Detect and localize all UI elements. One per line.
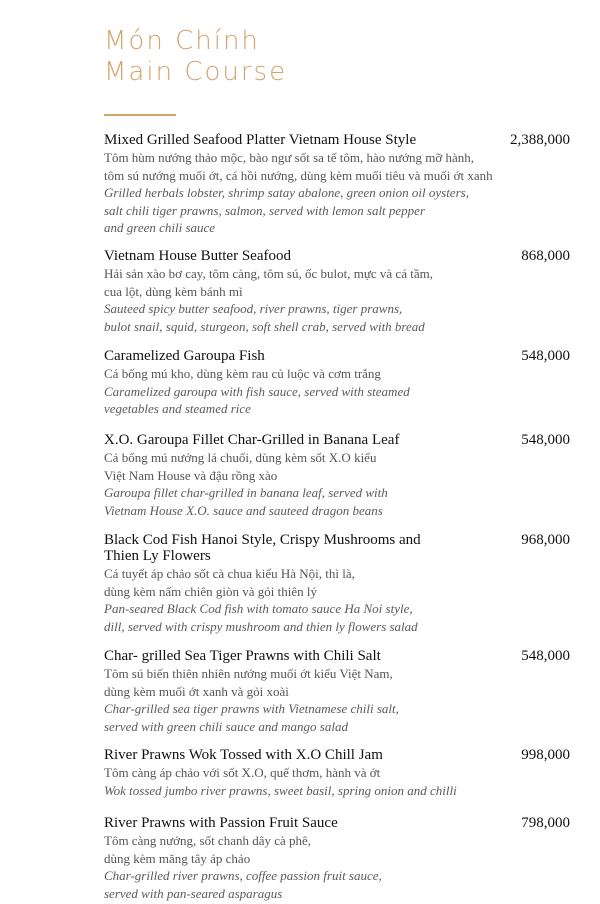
dish-price: 998,000 (521, 747, 570, 763)
dish-description-vi: Tôm sú biển thiên nhiên nướng muối ớt kiểu Việt Nam, (104, 666, 393, 681)
dish-price: 2,388,000 (510, 132, 570, 148)
dish-price: 548,000 (521, 648, 570, 664)
dish-description-en: Wok tossed jumbo river prawns, sweet basil, spring onion and chilli (104, 782, 457, 798)
dish-price: 968,000 (521, 532, 570, 548)
dish-description-vi: cua lột, dùng kèm bánh mì (104, 283, 243, 299)
dish-price: 548,000 (521, 432, 570, 448)
heading-vietnamese: Món Chính (104, 26, 260, 56)
dish-description-en: dill, served with crispy mushroom and thien ly flowers salad (104, 618, 418, 634)
dish-description-vi: Tôm hùm nướng thảo mộc, bào ngư sốt sa tế tôm, hào nướng mỡ hành, (104, 150, 474, 165)
dish-price: 798,000 (521, 815, 570, 831)
dish-description-en: Char-grilled river prawns, coffee passion fruit sauce, (104, 868, 382, 884)
dish-description-en: Pan-seared Black Cod fish with tomato sauce Ha Noi style, (104, 601, 413, 617)
dish-name: River Prawns Wok Tossed with X.O Chill Jam (104, 747, 383, 763)
dish-description-vi: Cá bống mú nướng lá chuối, dùng kèm sốt X.O kiểu (104, 450, 377, 465)
dish-name: Vietnam House Butter Seafood (104, 248, 291, 264)
dish-description-en: served with green chili sauce and mango salad (104, 718, 348, 734)
dish-item (104, 132, 574, 237)
dish-description-en: Garoupa fillet char-grilled in banana leaf, served with (104, 485, 388, 501)
dish-description-en: Char-grilled sea tiger prawns with Vietnamese chili salt, (104, 701, 399, 717)
dish-description-en: salt chili tiger prawns, salmon, served with lemon salt pepper (104, 202, 426, 218)
dish-description-en: bulot snail, squid, sturgeon, soft shell crab, served with bread (104, 318, 425, 334)
dish-description-vi: dùng kèm nấm chiên giòn và gỏi thiên lý (104, 583, 318, 599)
heading-english: Main Course (104, 57, 288, 87)
dish-name: Black Cod Fish Hanoi Style, Crispy Mushrooms and Thien Ly Flowers (104, 532, 421, 564)
dish-item (104, 432, 574, 519)
dish-item (104, 648, 574, 735)
heading-divider (104, 114, 176, 116)
dish-description-en: served with pan-seared asparagus (104, 885, 283, 901)
dish-description-vi: tôm sú nướng muối ớt, cá hồi nướng, dùng kèm muối tiêu và muối ớt xanh (104, 167, 493, 183)
dish-description-vi: Việt Nam House và đậu rồng xào (104, 467, 278, 483)
dish-item (104, 747, 574, 799)
dish-name: Caramelized Garoupa Fish (104, 348, 265, 364)
dish-description-vi: Cá bống mú kho, dùng kèm rau củ luộc và cơm trắng (104, 366, 381, 381)
dish-description-vi: dùng kèm măng tây áp chảo (104, 850, 251, 866)
dish-item (104, 815, 574, 902)
dish-description-vi: Hải sản xào bơ cay, tôm càng, tôm sú, ốc bulot, mực và cá tầm, (104, 266, 433, 281)
dish-name: Mixed Grilled Seafood Platter Vietnam House Style (104, 132, 417, 148)
dish-item (104, 532, 574, 635)
dish-price: 548,000 (521, 348, 570, 364)
section-heading (104, 26, 287, 88)
dish-description-en: Grilled herbals lobster, shrimp satay abalone, green onion oil oysters, (104, 185, 469, 201)
dish-name: Char- grilled Sea Tiger Prawns with Chili Salt (104, 648, 381, 664)
dish-price: 868,000 (521, 248, 570, 264)
dish-name: X.O. Garoupa Fillet Char-Grilled in Banana Leaf (104, 432, 400, 448)
dish-name: River Prawns with Passion Fruit Sauce (104, 815, 338, 831)
dish-description-en: vegetables and steamed rice (104, 401, 251, 417)
dish-item (104, 348, 574, 418)
dish-description-en: Caramelized garoupa with fish sauce, served with steamed (104, 383, 410, 399)
dish-description-en: Vietnam House X.O. sauce and sauteed dragon beans (104, 502, 383, 518)
dish-description-vi: Tôm càng nướng, sốt chanh dây cà phê, (104, 833, 312, 848)
dish-description-vi: Cá tuyết áp chảo sốt cà chua kiểu Hà Nội, thì là, (104, 566, 355, 581)
dish-description-en: and green chili sauce (104, 220, 216, 236)
dish-description-vi: dùng kèm muối ớt xanh và gỏi xoài (104, 683, 289, 699)
dish-description-vi: Tôm càng áp chảo với sốt X.O, quế thơm, hành và ớt (104, 765, 381, 780)
dish-item (104, 248, 574, 335)
dish-description-en: Sauteed spicy butter seafood, river prawns, tiger prawns, (104, 301, 403, 317)
